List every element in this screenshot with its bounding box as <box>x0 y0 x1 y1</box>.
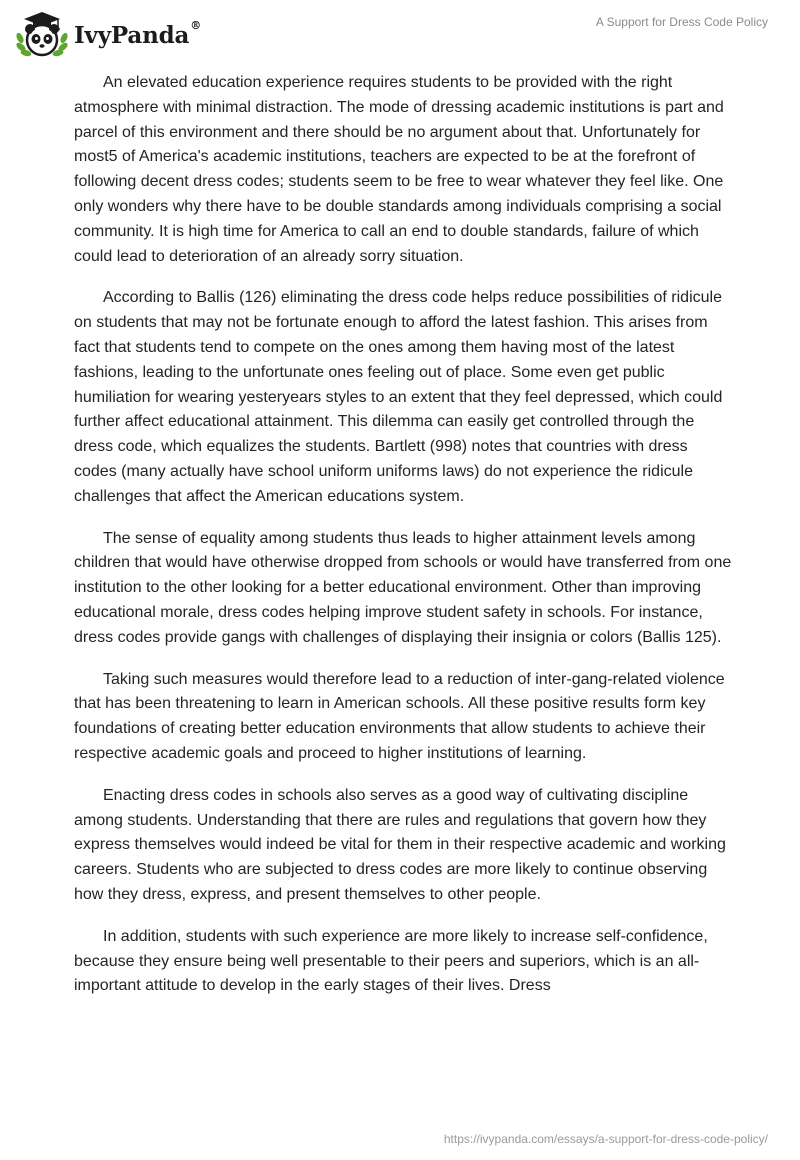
page-header <box>0 0 800 70</box>
paragraph-1: An elevated education experience requires students to be provided with the right atmosphere with minimal distraction. The mode of dressing academic institutions is part and parcel of this environment and there should be no argument about that. Unfortunately for most5 of America's academic institutions, teachers are expected to be at the forefront of following decent dress codes; students seem to be free to wear whatever they feel like. One only wonders why there have to be double standards among individuals comprising a social community. It is high time for America to call an end to double standards, failure of which could lead to deterioration of an already sorry situation. <box>74 74 724 265</box>
paragraph-6: In addition, students with such experience are more likely to increase self-confidence, because they ensure being well presentable to their peers and superiors, which is an all-important attitude to develop in the early stages of their lives. Dress <box>74 927 708 995</box>
paragraph-4: Taking such measures would therefore lead to a reduction of inter-gang-related violence that has been threatening to learn in American schools. All these positive results form key foundations of creating better education environments that allow students to achieve their respective academic goals and proceed to higher institutions of learning. <box>74 670 725 762</box>
brand-name: IvyPanda® <box>74 18 201 49</box>
paragraph-5: Enacting dress codes in schools also serves as a good way of cultivating discipline among students. Understanding that there are rules and regulations that govern how they express themselves would indeed be vital for them in their respective academic and working careers. Students who are subjected to dress codes are more likely to continue observing how they dress, express, and present themselves to other people. <box>74 786 726 903</box>
document-title: A Support for Dress Code Policy <box>595 15 768 29</box>
essay-body <box>74 71 734 1016</box>
paragraph-2: According to Ballis (126) eliminating the dress code helps reduce possibilities of ridicule on students that may not be fortunate enough to afford the latest fashion. This arises from fact that students tend to compete on the ones among them having most of the latest fashions, leading to the unfortunate ones feeling out of place. Some even get public humiliation for wearing yesteryears styles to an extent that they feel depressed, which could further affect educational attainment. This dilemma can easily get controlled through the dress code, which equalizes the students. Bartlett (998) notes that countries with dress codes (many actually have school uniform uniforms laws) do not experience the ridicule challenges that affect the American educations system. <box>74 289 723 505</box>
registered-mark: ® <box>190 18 201 32</box>
source-url[interactable]: https://ivypanda.com/essays/a-support-for-dress-code-policy/ <box>443 1132 768 1146</box>
ivypanda-logo[interactable] <box>14 8 201 58</box>
panda-graduate-icon <box>14 8 70 58</box>
paragraph-3: The sense of equality among students thus leads to higher attainment levels among children that would have otherwise dropped from schools or would have transferred from one institution to the other looking for a better educational environment. Other than improving educational morale, dress codes helping improve student safety in schools. For instance, dress codes provide gangs with challenges of displaying their insignia or colors (Ballis 125). <box>74 529 732 646</box>
